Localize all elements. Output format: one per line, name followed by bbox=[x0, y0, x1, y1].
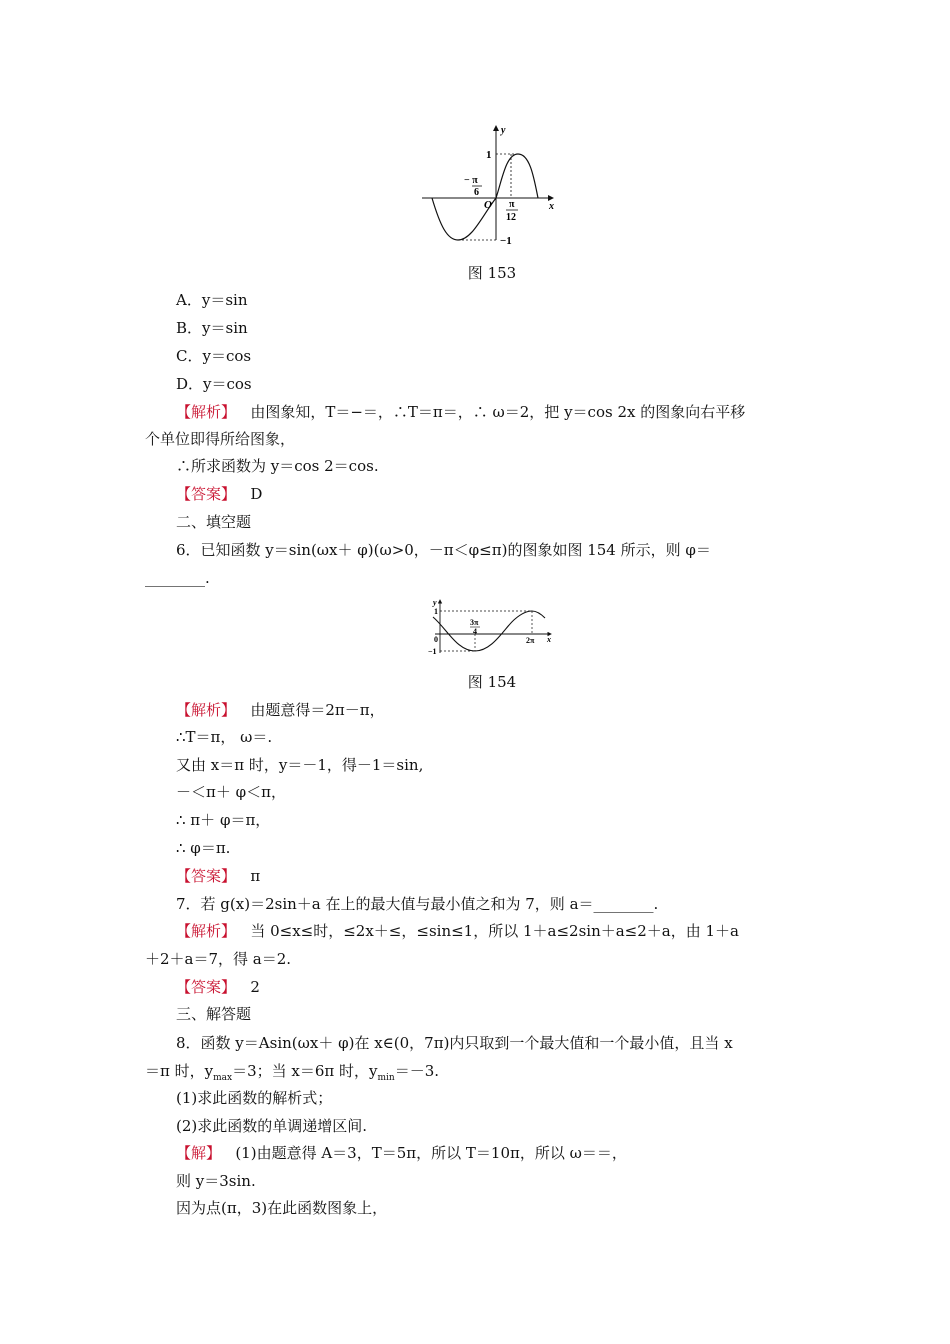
figure-154-caption: 图 154 bbox=[467, 673, 517, 691]
option-c bbox=[176, 346, 251, 366]
q6-answer-value: π bbox=[250, 867, 261, 885]
tick-neg-pi-6-bottom: 6 bbox=[474, 187, 479, 198]
option-c-letter: C． bbox=[176, 347, 203, 365]
section-fill-blank: 二、填空题 bbox=[176, 513, 252, 531]
option-c-text: y＝cos bbox=[202, 347, 252, 365]
q8-stem-part-c: ＝－3. bbox=[394, 1062, 440, 1080]
option-a-text: y＝sin bbox=[201, 291, 248, 309]
y-axis-label: y bbox=[501, 125, 506, 136]
tick-one: 1 bbox=[434, 607, 438, 616]
q6-analysis-line6: ∴ φ＝π. bbox=[176, 839, 231, 857]
q6-answer bbox=[176, 866, 260, 886]
q6-analysis-tag: 【解析】 bbox=[176, 701, 237, 719]
x-axis-label: x bbox=[547, 635, 551, 644]
option-b-text: y＝sin bbox=[202, 319, 248, 337]
tick-3pi-4-top: 3π bbox=[470, 618, 479, 627]
q8-solution-line2: 则 y＝3sin. bbox=[176, 1172, 256, 1190]
section-solution: 三、解答题 bbox=[176, 1005, 252, 1023]
option-b-letter: B． bbox=[176, 319, 203, 337]
q8-stem-part-b: ＝3；当 x＝6π 时，y bbox=[232, 1062, 378, 1080]
q5-analysis-tag: 【解析】 bbox=[176, 403, 237, 421]
tick-neg-one: −1 bbox=[500, 235, 512, 247]
tick-one: 1 bbox=[486, 149, 492, 161]
origin-label: O bbox=[484, 199, 492, 211]
sine-curve bbox=[433, 611, 545, 651]
option-a-letter: A． bbox=[176, 291, 202, 309]
q8-stem-line1: 8．函数 y＝Asin(ωx＋ φ)在 x∈(0，7π)内只取到一个最大值和一个最小值，且当 x bbox=[176, 1034, 733, 1052]
q6-analysis-text1: 由题意得＝2π－π， bbox=[250, 701, 385, 719]
figure-153-graph bbox=[420, 120, 580, 250]
q5-analysis-text1: 由图象知，T＝−＝，∴T＝π＝，∴ ω＝2，把 y＝cos 2x 的图象向右平移 bbox=[250, 403, 746, 421]
q6-stem-line2: ________. bbox=[145, 569, 210, 587]
tick-pi-12-bottom: 12 bbox=[506, 212, 516, 223]
figure-153-caption: 图 153 bbox=[467, 264, 517, 282]
q5-answer bbox=[176, 484, 262, 504]
q6-analysis-line1 bbox=[176, 700, 385, 720]
q8-stem-part-a: ＝π 时，y bbox=[145, 1062, 214, 1080]
q8-part1: (1)求此函数的解析式； bbox=[176, 1089, 333, 1107]
q5-answer-value: D bbox=[250, 485, 263, 503]
figure-154-graph bbox=[425, 597, 555, 657]
q5-analysis-line2: 个单位即得所给图象， bbox=[145, 430, 296, 448]
q8-solution-text1: (1)由题意得 A＝3，T＝5π，所以 T＝10π，所以 ω＝＝， bbox=[235, 1144, 627, 1162]
q8-stem-line2 bbox=[145, 1061, 439, 1088]
origin-label: 0 bbox=[434, 635, 438, 644]
option-d bbox=[176, 374, 252, 394]
q5-analysis-line3: ∴所求函数为 y＝cos 2＝cos. bbox=[176, 457, 379, 475]
q5-answer-tag: 【答案】 bbox=[176, 485, 237, 503]
sine-curve bbox=[432, 154, 538, 240]
q7-answer bbox=[176, 977, 260, 997]
tick-neg-one: −1 bbox=[428, 647, 437, 656]
q8-solution-tag: 【解】 bbox=[176, 1144, 222, 1162]
tick-3pi-4-bottom: 4 bbox=[473, 627, 477, 636]
tick-neg-pi-6-top: − π bbox=[464, 175, 478, 186]
q7-answer-tag: 【答案】 bbox=[176, 978, 237, 996]
tick-2pi: 2π bbox=[526, 636, 535, 645]
option-b bbox=[176, 318, 248, 338]
q8-subscript-max: max bbox=[213, 1073, 233, 1083]
option-d-letter: D． bbox=[176, 375, 204, 393]
q8-solution-line1 bbox=[176, 1143, 627, 1163]
q8-part2: (2)求此函数的单调递增区间. bbox=[176, 1117, 368, 1135]
x-axis-label: x bbox=[549, 201, 554, 212]
y-axis-label: y bbox=[433, 598, 437, 607]
q7-analysis-tag: 【解析】 bbox=[176, 922, 237, 940]
q7-analysis-line1 bbox=[176, 921, 739, 941]
tick-pi-12-top: π bbox=[509, 199, 515, 210]
q7-answer-value: 2 bbox=[250, 978, 260, 996]
q5-analysis-line1 bbox=[176, 402, 745, 422]
q6-analysis-line5: ∴ π＋ φ＝π， bbox=[176, 811, 271, 829]
q6-analysis-line4: －＜π＋ φ＜π， bbox=[176, 783, 286, 801]
q6-analysis-line2: ∴T＝π， ω＝. bbox=[176, 728, 273, 746]
option-a bbox=[176, 290, 247, 310]
q7-analysis-line2: ＋2＋a＝7，得 a＝2. bbox=[145, 950, 292, 968]
option-d-text: y＝cos bbox=[203, 375, 252, 393]
q7-analysis-text1: 当 0≤x≤时，≤2x＋≤，≤sin≤1，所以 1＋a≤2sin＋a≤2＋a，由 1＋a bbox=[250, 922, 739, 940]
q6-analysis-line3: 又由 x＝π 时，y＝－1，得－1＝sin, bbox=[176, 756, 424, 774]
q6-answer-tag: 【答案】 bbox=[176, 867, 237, 885]
q7-stem: 7．若 g(x)＝2sin＋a 在上的最大值与最小值之和为 7，则 a＝________. bbox=[176, 895, 659, 913]
q8-subscript-min: min bbox=[377, 1073, 395, 1083]
q8-solution-line3: 因为点(π，3)在此函数图象上， bbox=[176, 1199, 388, 1217]
q6-stem-line1: 6．已知函数 y＝sin(ωx＋ φ)(ω>0，－π＜φ≤π)的图象如图 154 所示，则 φ＝ bbox=[176, 541, 711, 559]
